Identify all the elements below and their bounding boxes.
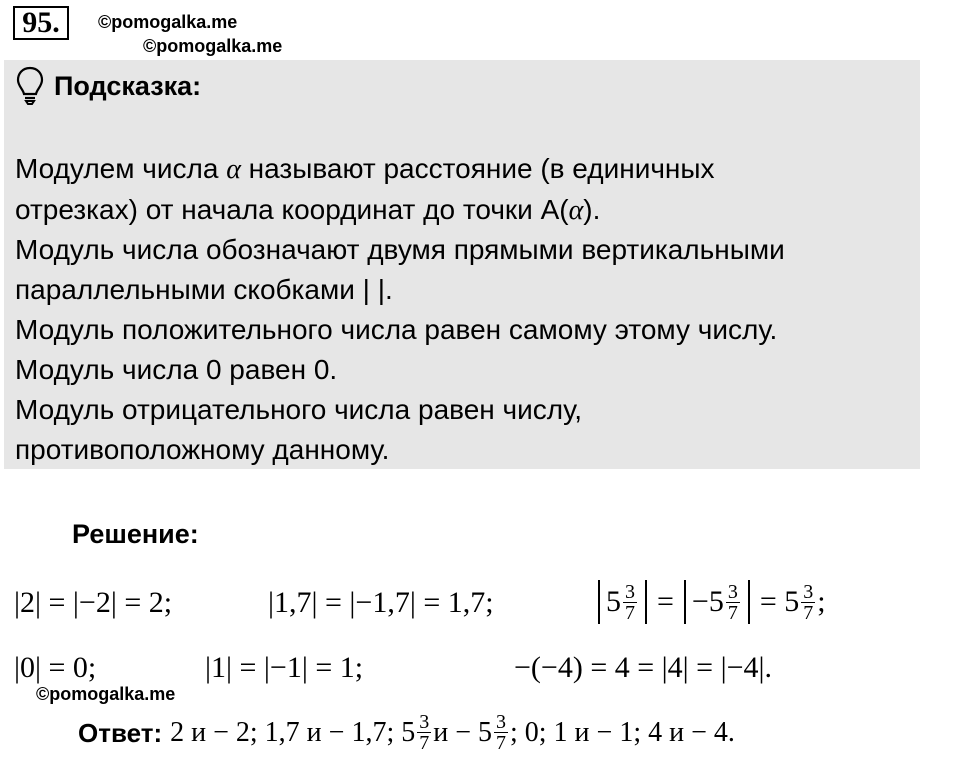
hint-line: параллельными скобками | |.: [15, 274, 393, 305]
hint-line: Модуль положительного числа равен самому этому числу.: [15, 314, 778, 345]
equation: −(−4) = 4 = |4| = |−4|.: [514, 651, 773, 684]
hint-title: Подсказка:: [54, 71, 202, 101]
hint-line: Модуль числа 0 равен 0.: [15, 354, 338, 385]
watermark: ©pomogalka.me: [36, 684, 176, 704]
hint-line: Модуль числа обозначают двумя прямыми вертикальными: [15, 234, 785, 265]
solution-title: Решение:: [72, 519, 199, 549]
hint-line: отрезках) от начала координат до точки А(α).: [15, 194, 601, 226]
hint-line: Модулем числа α называют расстояние (в единичных: [15, 153, 715, 185]
variable-alpha: α: [226, 154, 241, 185]
hint-line: противоположному данному.: [15, 434, 390, 465]
equation: |1| = |−1| = 1;: [205, 651, 364, 684]
equation: |2| = |−2| = 2;: [14, 586, 173, 619]
variable-alpha: α: [568, 195, 584, 226]
equation: |0| = 0;: [14, 651, 97, 684]
lightbulb-icon: [16, 66, 44, 106]
watermark: ©pomogalka.me: [143, 36, 283, 56]
problem-number: 95.: [13, 6, 69, 40]
equation: |1,7| = |−1,7| = 1,7;: [268, 586, 494, 619]
equation-fraction: 5 $\frac{3}{7}$ = −5 $\frac{3}{7}$ = 5 $\frac{3}{7}$ ;: [592, 580, 826, 624]
hint-line: Модуль отрицательного числа равен числу,: [15, 394, 583, 425]
answer-line: Ответ: 2 и − 2; 1,7 и − 1,7; 5 $\frac{3}{7}$ и − 5 $\frac{3}{7}$ ; 0; 1 и − 1; 4 и − 4.: [78, 711, 735, 754]
answer-label: Ответ:: [78, 717, 163, 748]
watermark: ©pomogalka.me: [98, 12, 238, 32]
